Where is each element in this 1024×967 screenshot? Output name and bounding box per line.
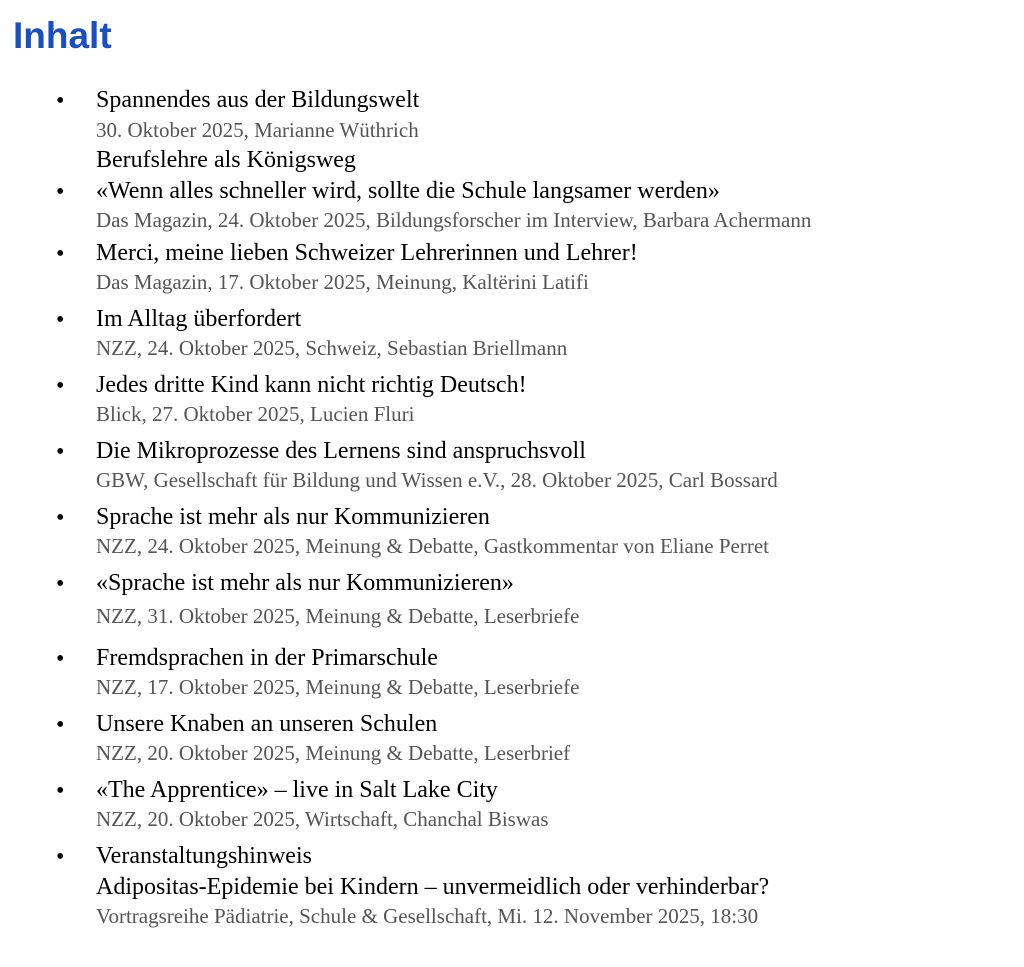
toc-item[interactable] [0,238,1024,304]
toc-item[interactable] [0,841,1024,931]
toc-item-title[interactable]: «The Apprentice» – live in Salt Lake City [96,777,498,803]
toc-item[interactable] [0,370,1024,436]
bullet-icon: • [56,778,65,804]
toc-item[interactable] [0,176,1024,238]
bullet-icon: • [56,373,65,399]
toc-item-title[interactable]: Jedes dritte Kind kann nicht richtig Deutsch! [96,372,527,398]
toc-item-meta: Vortragsreihe Pädiatrie, Schule & Gesellschaft, Mi. 12. November 2025, 18:30 [96,904,759,928]
bullet-icon: • [56,241,65,267]
toc-item-title[interactable]: Die Mikroprozesse des Lernens sind anspruchsvoll [96,438,586,464]
toc-item[interactable] [0,643,1024,709]
toc-item[interactable] [0,775,1024,841]
bullet-icon: • [56,505,65,531]
toc-item-meta: NZZ, 24. Oktober 2025, Meinung & Debatte, Gastkommentar von Eliane Perret [96,534,770,558]
toc-item-meta: GBW, Gesellschaft für Bildung und Wissen e.V., 28. Oktober 2025, Carl Bossard [96,468,778,492]
toc-item-meta: NZZ, 17. Oktober 2025, Meinung & Debatte, Leserbriefe [96,675,580,699]
toc-item[interactable] [0,304,1024,370]
table-of-contents [0,85,1024,931]
toc-item[interactable] [0,85,1024,176]
toc-item-meta: Das Magazin, 24. Oktober 2025, Bildungsforscher im Interview, Barbara Achermann [96,208,812,232]
bullet-icon: • [56,439,65,465]
toc-item-title[interactable]: Unsere Knaben an unseren Schulen [96,711,438,737]
toc-item-title[interactable]: Spannendes aus der Bildungswelt [96,87,420,113]
bullet-icon: • [56,179,65,205]
toc-item[interactable] [0,709,1024,775]
toc-item-title[interactable]: «Sprache ist mehr als nur Kommunizieren» [96,570,514,596]
toc-item-meta: Das Magazin, 17. Oktober 2025, Meinung, Kaltërini Latifi [96,270,589,294]
toc-item-title[interactable]: Fremdsprachen in der Primarschule [96,645,438,671]
toc-item-subtitle[interactable]: Adipositas-Epidemie bei Kindern – unvermeidlich oder verhinderbar? [96,874,770,900]
page-heading: Inhalt [13,15,112,56]
toc-item-title[interactable]: Merci, meine lieben Schweizer Lehrerinnen und Lehrer! [96,240,638,266]
toc-item-title[interactable]: Im Alltag überfordert [96,306,302,332]
toc-item[interactable] [0,502,1024,568]
toc-item-meta: NZZ, 31. Oktober 2025, Meinung & Debatte, Leserbriefe [96,604,580,628]
toc-item[interactable] [0,568,1024,643]
toc-item-title: Veranstaltungshinweis [96,843,312,869]
bullet-icon: • [56,712,65,738]
bullet-icon: • [56,88,65,114]
bullet-icon: • [56,307,65,333]
bullet-icon: • [56,844,65,870]
toc-item-meta: Blick, 27. Oktober 2025, Lucien Fluri [96,402,415,426]
toc-item-title[interactable]: «Wenn alles schneller wird, sollte die Schule langsamer werden» [96,178,720,204]
bullet-icon: • [56,646,65,672]
toc-item[interactable] [0,436,1024,502]
toc-item-title[interactable]: Sprache ist mehr als nur Kommunizieren [96,504,490,530]
bullet-icon: • [56,571,65,597]
toc-item-meta: NZZ, 20. Oktober 2025, Meinung & Debatte, Leserbrief [96,741,571,765]
toc-item-subtitle[interactable]: Berufslehre als Königsweg [96,147,356,173]
toc-item-meta: 30. Oktober 2025, Marianne Wüthrich [96,118,419,142]
toc-item-meta: NZZ, 20. Oktober 2025, Wirtschaft, Chanchal Biswas [96,807,549,831]
toc-item-meta: NZZ, 24. Oktober 2025, Schweiz, Sebastian Briellmann [96,336,568,360]
